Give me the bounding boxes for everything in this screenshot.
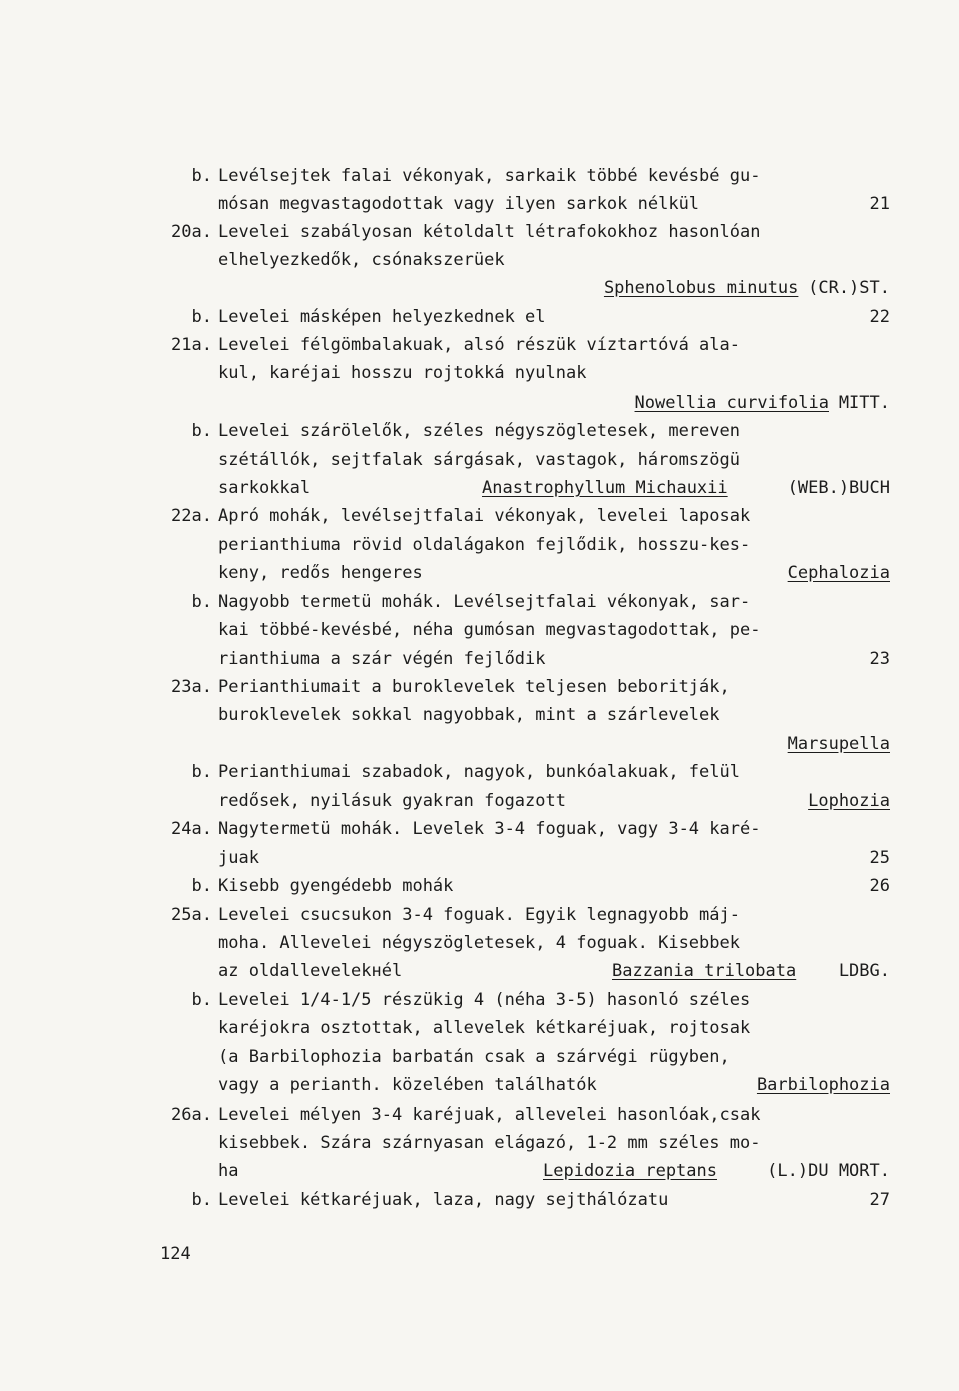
taxon-name: Bazzania trilobata [612, 961, 797, 981]
key-line [0, 901, 959, 929]
key-line [0, 218, 959, 246]
couplet-label: 23a. [171, 677, 212, 697]
key-line [0, 1186, 959, 1214]
key-line [0, 1157, 959, 1185]
key-line [0, 929, 959, 957]
couplet-label: 20a. [171, 222, 212, 242]
line-text: az oldallevelekнél [218, 961, 403, 981]
key-line [0, 1071, 959, 1099]
line-text: mósan megvastagodottak vagy ilyen sarkok nélkül [218, 194, 700, 214]
line-text: sarkokkal [218, 478, 311, 498]
taxon-name: Nowellia curvifolia [634, 393, 829, 413]
taxon-author: LDBG. [838, 961, 890, 981]
key-line [0, 844, 959, 872]
key-line [0, 446, 959, 474]
key-line [0, 274, 959, 302]
key-line [0, 1043, 959, 1071]
line-text: kisebbek. Szára szárnyasan elágazó, 1-2 mm széles mo- [218, 1133, 761, 1153]
couplet-label: b. [191, 1190, 212, 1210]
couplet-label: 26a. [171, 1105, 212, 1125]
key-line [0, 190, 959, 218]
key-line [0, 957, 959, 985]
taxon-name: Sphenolobus minutus [603, 278, 799, 298]
taxon-author: MITT. [838, 393, 890, 413]
line-text: moha. Allevelei négyszögletesek, 4 foguak. Kisebbek [218, 933, 740, 953]
line-text: Levélsejtek falai vékonyak, sarkaik többé kevésbé gu- [218, 166, 761, 186]
key-line [0, 303, 959, 331]
couplet-label: b. [191, 421, 212, 441]
line-text: Levelei 1/4-1/5 részükig 4 (néha 3-5) hasonló széles [218, 990, 751, 1010]
key-line [0, 417, 959, 445]
line-text: Perianthiumait a buroklevelek teljesen beboritják, [218, 677, 730, 697]
key-line [0, 331, 959, 359]
line-text: Perianthiumai szabadok, nagyok, bunkóalakuak, felül [218, 762, 740, 782]
key-line [0, 559, 959, 587]
key-line [0, 673, 959, 701]
key-line [0, 787, 959, 815]
taxon-name: Lophozia [808, 791, 890, 811]
taxon-name: Lepidozia reptans [543, 1161, 717, 1181]
couplet-label: b. [191, 166, 212, 186]
line-text: elhelyezkedők, csónakszerüek [218, 250, 505, 270]
line-text: Kisebb gyengédebb mohák [218, 876, 454, 896]
key-line [0, 645, 959, 673]
line-text: Levelei mélyen 3-4 karéjuak, allevelei hasonlóak,csak [218, 1105, 761, 1125]
key-line [0, 1129, 959, 1157]
taxon-name: Anastrophyllum Michauxii [482, 478, 728, 498]
couplet-ref: 22 [869, 307, 890, 327]
line-text: kul, karéjai hosszu rojtokká nyulnak [218, 363, 587, 383]
couplet-label: b. [191, 592, 212, 612]
couplet-label: b. [191, 762, 212, 782]
taxon-author: (L.)DU MORT. [767, 1161, 890, 1181]
couplet-label: 22a. [171, 506, 212, 526]
key-line [0, 701, 959, 729]
line-text: Nagyobb termetü mohák. Levélsejtfalai vékonyak, sar- [218, 592, 751, 612]
line-text: karéjokra osztottak, allevelek kétkaréjuak, rojtosak [218, 1018, 751, 1038]
key-line [0, 815, 959, 843]
key-line [0, 616, 959, 644]
key-line [0, 986, 959, 1014]
line-text: redősek, nyilásuk gyakran fogazott [218, 791, 566, 811]
taxon-author: (WEB.)BUCH [787, 478, 890, 498]
line-text: rianthiuma a szár végén fejlődik [218, 649, 546, 669]
line-text: vagy a perianth. közelében találhatók [218, 1075, 597, 1095]
line-text: Levelei kétkaréjuak, laza, nagy sejthálózatu [218, 1190, 669, 1210]
couplet-label: 21a. [171, 335, 212, 355]
couplet-ref: 26 [869, 876, 890, 896]
line-text: Levelei másképen helyezkednek el [218, 307, 546, 327]
key-line [0, 1014, 959, 1042]
key-line [0, 730, 959, 758]
key-line [0, 389, 959, 417]
line-text: buroklevelek sokkal nagyobbak, mint a szárlevelek [218, 705, 720, 725]
key-line [0, 359, 959, 387]
line-text: perianthiuma rövid oldalágakon fejlődik, hosszu-kes- [218, 535, 751, 555]
key-line [0, 872, 959, 900]
line-text: (a Barbilophozia barbatán csak a szárvégi rügyben, [218, 1047, 730, 1067]
line-text: Levelei csucsukon 3-4 foguak. Egyik legnagyobb máj- [218, 905, 740, 925]
couplet-ref: 25 [869, 848, 890, 868]
page-number: 124 [160, 1244, 191, 1264]
couplet-label: b. [191, 307, 212, 327]
couplet-label: 24a. [171, 819, 212, 839]
key-line [0, 758, 959, 786]
couplet-ref: 21 [869, 194, 890, 214]
key-line [0, 502, 959, 530]
key-line [0, 588, 959, 616]
line-text: Levelei félgömbalakuak, alsó részük víztartóvá ala- [218, 335, 740, 355]
couplet-label: b. [191, 876, 212, 896]
couplet-label: 25a. [171, 905, 212, 925]
key-line [0, 531, 959, 559]
line-text: Nagytermetü mohák. Levelek 3-4 foguak, vagy 3-4 karé- [218, 819, 761, 839]
couplet-ref: 23 [869, 649, 890, 669]
taxon-author: (CR.)ST. [808, 278, 890, 298]
line-text: ha [218, 1161, 239, 1181]
key-line [0, 474, 959, 502]
key-line [0, 162, 959, 190]
line-text: Levelei szabályosan kétoldalt létrafokokhoz hasonlóan [218, 222, 761, 242]
line-text: Levelei szárölelők, széles négyszögletesek, mereven [218, 421, 740, 441]
line-text: juak [218, 848, 259, 868]
line-text: Apró mohák, levélsejtfalai vékonyak, levelei laposak [218, 506, 751, 526]
line-text: kai többé-kevésbé, néha gumósan megvastagodottak, pe- [218, 620, 761, 640]
taxon-name: Cephalozia [787, 563, 890, 583]
key-line [0, 246, 959, 274]
line-text: szétállók, sejtfalak sárgásak, vastagok, háromszögü [218, 450, 740, 470]
line-text: keny, redős hengeres [218, 563, 423, 583]
couplet-label: b. [191, 990, 212, 1010]
key-line [0, 1101, 959, 1129]
couplet-ref: 27 [869, 1190, 890, 1210]
taxon-name: Barbilophozia [756, 1075, 890, 1095]
taxon-name: Marsupella [787, 734, 890, 754]
